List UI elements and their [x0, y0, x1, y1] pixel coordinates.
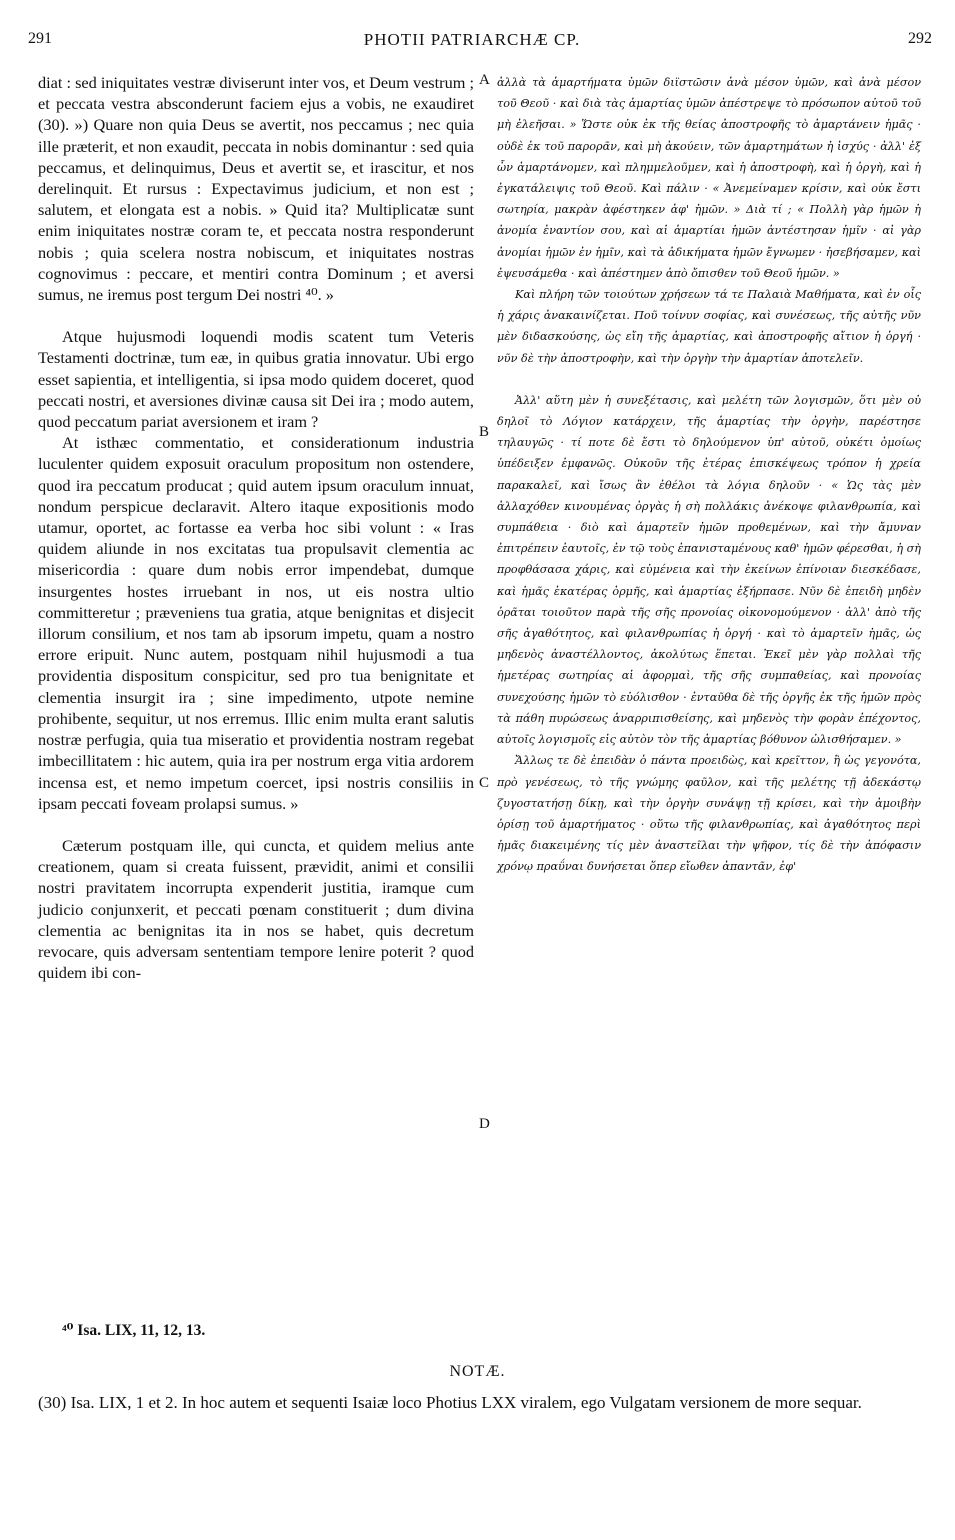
margin-letter-d: D: [479, 1116, 490, 1132]
greek-column: [497, 72, 921, 878]
footnote-reference: ⁴⁰ Isa. LIX, 11, 12, 13.: [62, 1322, 206, 1339]
margin-letter-a: A: [479, 72, 490, 88]
right-page-number: 292: [908, 30, 932, 47]
latin-column: [38, 72, 474, 983]
greek-paragraph: Ἄλλως τε δὲ ἐπειδὰν ὁ πάντα προειδὼς, καὶ κρεῖττον, ἢ ὡς γεγονότα, πρὸ γενέσεως, τὸ τῆς γνώμης φαῦλον, καὶ τῆς μελέτης τῇ ἀδεκάστῳ ζυγοστατήσῃ δίκῃ, καὶ τὴν ὀργὴν συνάψῃ τῇ κρίσει, καὶ τὴν ἀμοιβὴν ὁρίσῃ τοῦ ἁμαρτήματος · οὕτω τῆς φιλανθρωπίας, καὶ ἀγαθότητος περὶ ἡμᾶς διακειμένης τίς μὲν ἀναστεῖλαι τὴν ψῆφον, τίς δὲ τὴν ἀπόφασιν χρόνῳ πραΰναι δυνήσεται ὅπερ εἴωθεν ἀπαντᾶν, ἐφ': [497, 754, 921, 874]
latin-paragraph: Atque hujusmodi loquendi modis scatent tum Veteris Testamenti doctrinæ, tum eæ, in quibus gratia innovatur. Ubi ergo esset sapientia, et intelligentia, si ipsa modo quidem doceret, quod peccati nostri, et aversiones divinæ causa sit Dei ira ; modo autem, quod peccatum pariat aversionem et iram ?: [38, 327, 474, 432]
margin-letter-b: B: [479, 424, 490, 440]
running-header: [22, 30, 932, 54]
greek-paragraph: Καὶ πλήρη τῶν τοιούτων χρήσεων τά τε Παλαιὰ Μαθήματα, καὶ ἐν οἷς ἡ χάρις ἀνακαινίζεται. Ποῦ τοίνυν σοφίας, καὶ συνέσεως, τῆς αὐτῆς νῦν μὲν διδασκούσης, ὡς εἴη τῆς ἁμαρτίας, καὶ ἀποστροφῆς αἴτιον ἡ ὀργή · νῦν δὲ τὴν ἀποστροφὴν, καὶ τὴν ὀργὴν τὴν ἁμαρτίαν ἀποτελεῖν.: [497, 288, 921, 365]
greek-paragraph: Ἀλλ' αὕτη μὲν ἡ συνεξέτασις, καὶ μελέτη τῶν λογισμῶν, ὅτι μὲν οὐ δηλοῖ τὸ Λόγιον κατάρχειν, τῆς ἁμαρτίας τὴν ὀργὴν, παρέστησε τηλαυγῶς · τί ποτε δὲ ἔστι τὸ δηλούμενον ὑπ' αὐτοῦ, οὐκέτι ὁμοίως ὑπέδειξεν ἐμφανῶς. Οὐκοῦν τῆς ἑτέρας ἐπισκέψεως τρόπον ἡ χρεία παρακαλεῖ, καὶ ἴσως ἂν ἐθέλοι τὰ λόγια δηλοῦν · « Ὡς τὰς μὲν ἀλλαχόθεν κινουμένας ὀργὰς ἡ σὴ πολλάκις ἀνέκοψε φιλανθρωπία, καὶ συμπάθεια · διὸ καὶ ἁμαρτεῖν ἡμῶν προθεμένων, καὶ τὴν ἄμυναν ἐπιτρέπειν ἑαυτοῖς, ἐν τῷ τοὺς ἐπανισταμένους καθ' ἡμῶν φέρεσθαι, ἡ σὴ προφθάσασα χάρις, καὶ εὐμένεια καὶ τὴν ἐκείνων ἐπίνοιαν διεσκέδασε, καὶ ἡμᾶς ἑκατέρας ὁρμῆς, καὶ ἁμαρτίας ἐξήρπασε. Νῦν δὲ ἐπειδὴ μηδὲν ὁρᾶται τοιοῦτον παρὰ τῆς σῆς προνοίας οἰκονομούμενον · ἀλλ' ἀπὸ τῆς σῆς ἀγαθότητος, καὶ φιλανθρωπίας ἡ ὀργή · καὶ τὸ ἁμαρτεῖν ἡμᾶς, ὡς μηδενὸς ἀναστέλλοντος, ἀκολύτως ἕπεται. Ἐκεῖ μὲν γὰρ πολλαὶ τῆς ἡμετέρας σωτηρίας αἱ ἀφορμαὶ, τῆς σῆς συμπαθείας, καὶ προνοίας συνεχούσης ἡμῶν τὸ εὐόλισθον · ἐνταῦθα δὲ τῆς ὀργῆς ἐκ τῆς ἡμῶν πρὸς τὰ πάθη πυρώσεως ἀναρριπισθείσης, καὶ μηδενὸς τὴν φορὰν ἐπέχοντος, αὐτοῖς λογισμοῖς εἰς αὐτὸν τὸν τῆς ἁμαρτίας βόθυνον ὠλισθήσαμεν. »: [497, 393, 921, 747]
left-page-number: 291: [28, 30, 52, 47]
note-30: (30) Isa. LIX, 1 et 2. In hoc autem et sequenti Isaiæ loco Photius LXX viralem, ego Vulgatam versionem de more sequar.: [38, 1393, 862, 1412]
latin-paragraph: diat : sed iniquitates vestræ diviserunt inter vos, et Deum vestrum ; et peccata vestra absconderunt faciem ejus a vobis, ne exaudiret (30). ») Quare non quia Deus se avertit, nos peccamus ; nec quia ille præterit, et non exaudit, peccata in nobis dominantur : sed quia peccamus, et delinquimus, Deus et avertit se, et irascitur, et nos derelinquit. Et rursus : Expectavimus judicium, et non est ; salutem, et elongata est a nobis. » Quid ita? Multiplicatæ sunt enim iniquitates nostræ coram te, et peccata nostra responderunt nobis ; quia scelera nostra nobiscum, et iniquitates nostras cognovimus : peccare, et mentiri contra Dominum ; et aversi sumus, ne iremus post tergum Dei nostri ⁴⁰. »: [38, 73, 474, 305]
latin-paragraph: Cæterum postquam ille, qui cuncta, et quidem melius ante creationem, quam si creata fuissent, prævidit, animi et consilii nostri pravitatem incorrupta expenderit justitia, iramque cum judicio conjunxerit, et peccati pœnam constituerit ; dum divina clementia ac benignitas ita in nos se habet, quis decretum revocare, quis adversam sententiam tempore lenire poterit ? quod quidem ibi con-: [38, 835, 474, 983]
notes-heading: NOTÆ.: [449, 1363, 506, 1380]
margin-letter-c: C: [479, 775, 490, 791]
greek-paragraph: ἀλλὰ τὰ ἁμαρτήματα ὑμῶν διϊστῶσιν ἀνὰ μέσον ὑμῶν, καὶ ἀνὰ μέσον τοῦ Θεοῦ · καὶ διὰ τὰς ἁμαρτίας ὑμῶν ἀπέστρεψε τὸ πρόσωπον αὐτοῦ τοῦ μὴ ἐλεῆσαι. » Ὥστε οὐκ ἐκ τῆς θείας ἀποστροφῆς τὸ ἁμαρτάνειν ἡμᾶς · οὐδὲ ἐκ τοῦ παρορᾶν, καὶ μὴ ἀκούειν, τῶν ἁμαρτημάτων ἡ ἰσχύς · ἀλλ' ἐξ ὧν ἁμαρτάνομεν, καὶ πλημμελοῦμεν, καὶ ἡ ἀποστροφὴ, καὶ ἡ ὀργὴ, καὶ ἡ ἐγκατάλειψις τοῦ Θεοῦ. Καὶ πάλιν · « Ἀνεμείναμεν κρίσιν, καὶ οὐκ ἔστι σωτηρία, μακρὰν ἀφέστηκεν ἀφ' ἡμῶν. » Διὰ τί ; « Πολλὴ γὰρ ἡμῶν ἡ ἀνομία ἐναντίον σου, καὶ αἱ ἁμαρτίαι ἡμῶν ἀντέστησαν ἡμῖν · αἱ γὰρ ἀνομίαι ἡμῶν ἐν ἡμῖν, καὶ τὰ ἀδικήματα ἡμῶν ἔγνωμεν · ἠσεβήσαμεν, καὶ ἐψευσάμεθα · καὶ ἀπέστημεν ἀπὸ ὄπισθεν τοῦ Θεοῦ ἡμῶν. »: [497, 76, 921, 280]
latin-paragraph: At isthæc commentatio, et considerationum industria luculenter quidem exposuit oraculum propositum non ostendere, quod ira peccatum producat ; quid autem ipsum oraculum innuat, nondum perspicue declaravit. Altero itaque expositionis modo utamur, oportet, ac fortasse ea verba hoc sibi volunt : « Iras quidem aliunde in nos excitatas tua propulsavit clementia ac misericordia : quare dum nobis error impendebat, dumque insurgentes hostes irruebant in nos, ut eis nostra ultio committeretur ; præveniens tua gratia, atque benignitas et disjecit illorum consilium, et nos tam ab ipsorum impetu, quam a nostro errore eripuit. Nunc autem, postquam nihil hujusmodi a tua providentia dispositum conspicitur, sed pro tua benignitate et clementia insurgit ira ; sine impedimento, utpote nemine prohibente, sequitur, ut nos erremus. Illic enim multa erant salutis nostræ perfugia, quia tua miseratio et providentia nostram regebat imbecillitatem : hic autem, quia ira per nostrum erga vitia ardorem incensa est, et nemo impetum coercet, ipsi nostris consiliis in ipsam peccati foveam prolapsi sumus. »: [38, 433, 474, 813]
running-title: PHOTII PATRIARCHÆ CP.: [363, 30, 581, 49]
